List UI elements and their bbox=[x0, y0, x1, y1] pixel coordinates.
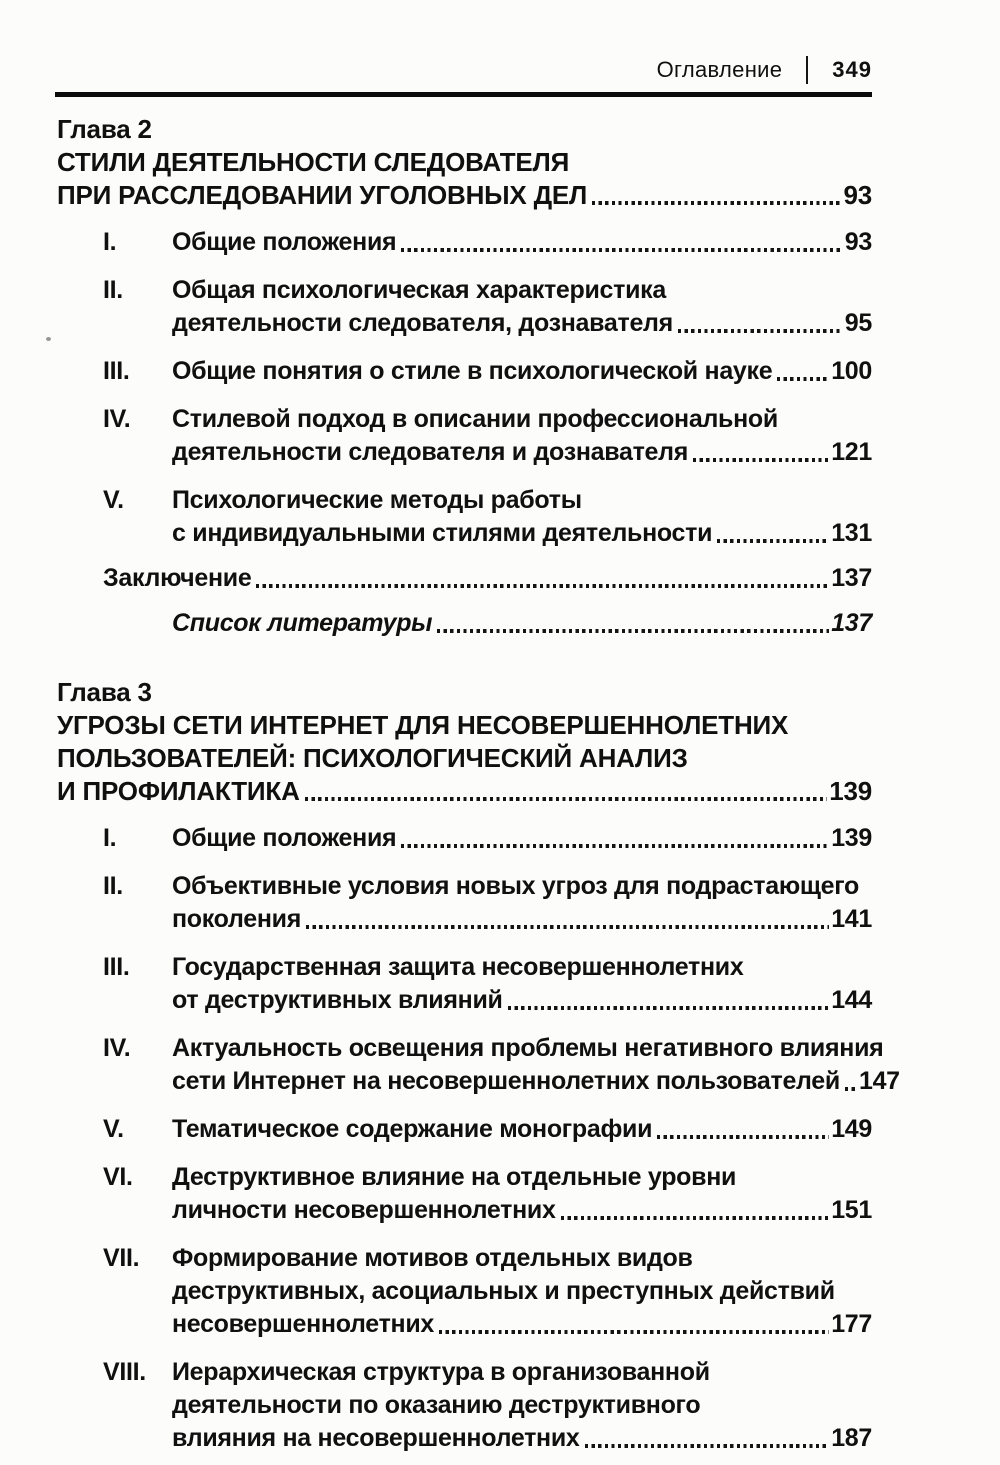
item-title: Актуальность освещения проблемы негативного влияния bbox=[172, 1034, 884, 1062]
dot-leader bbox=[592, 201, 841, 205]
dot-leader bbox=[401, 844, 829, 848]
item-title: Объективные условия новых угроз для подрастающего bbox=[172, 872, 860, 900]
toc-item-conclusion bbox=[103, 562, 872, 595]
toc-item bbox=[57, 951, 872, 1017]
chapter-3-heading bbox=[57, 676, 872, 808]
item-title: несовершеннолетних bbox=[172, 1310, 434, 1338]
toc-item bbox=[57, 822, 872, 855]
item-numeral: II. bbox=[103, 276, 123, 304]
item-page-number: 137 bbox=[831, 564, 872, 592]
item-numeral: IV. bbox=[103, 1034, 131, 1062]
item-title: Формирование мотивов отдельных видов bbox=[172, 1244, 693, 1272]
item-page-number: 177 bbox=[831, 1310, 872, 1338]
chapter-title-line: СТИЛИ ДЕЯТЕЛЬНОСТИ СЛЕДОВАТЕЛЯ bbox=[57, 147, 570, 177]
running-head-title: Оглавление bbox=[656, 57, 783, 82]
item-page-number: 187 bbox=[831, 1424, 872, 1452]
item-title: деятельности следователя и дознавателя bbox=[172, 438, 688, 466]
item-numeral: V. bbox=[103, 1115, 124, 1143]
chapter-2-items bbox=[57, 226, 872, 550]
dot-leader bbox=[717, 539, 829, 543]
dot-leader bbox=[657, 1135, 829, 1139]
page-header bbox=[57, 56, 872, 84]
scan-artifact bbox=[46, 337, 51, 341]
item-numeral: V. bbox=[103, 486, 124, 514]
dot-leader bbox=[508, 1006, 830, 1010]
item-title: Психологические методы работы bbox=[172, 486, 582, 514]
item-title: Общие понятия о стиле в психологической науке bbox=[172, 357, 773, 385]
item-page-number: 93 bbox=[844, 228, 872, 256]
item-page-number: 141 bbox=[831, 905, 872, 933]
item-title: деятельности следователя, дознавателя bbox=[172, 309, 673, 337]
item-numeral: I. bbox=[103, 228, 117, 256]
item-page-number: 131 bbox=[831, 519, 872, 547]
chapter-title-line: ПОЛЬЗОВАТЕЛЕЙ: ПСИХОЛОГИЧЕСКИЙ АНАЛИЗ bbox=[57, 743, 688, 773]
header-separator bbox=[806, 56, 808, 84]
toc-item-bibliography bbox=[172, 607, 872, 640]
item-page-number: 151 bbox=[831, 1196, 872, 1224]
item-title: Государственная защита несовершеннолетних bbox=[172, 953, 744, 981]
item-title: деструктивных, асоциальных и преступных действий bbox=[172, 1277, 835, 1305]
item-page-number: 137 bbox=[831, 609, 872, 637]
chapter-3-items bbox=[57, 822, 900, 1455]
chapter-label: Глава 2 bbox=[57, 114, 152, 144]
item-numeral: II. bbox=[103, 872, 123, 900]
toc-item bbox=[57, 1161, 872, 1227]
dot-leader bbox=[678, 329, 843, 333]
item-numeral: IV. bbox=[103, 405, 131, 433]
item-title: Список литературы bbox=[172, 609, 433, 637]
item-numeral: I. bbox=[103, 824, 117, 852]
item-title: Заключение bbox=[103, 564, 252, 592]
item-title: личности несовершеннолетних bbox=[172, 1196, 556, 1224]
toc-item bbox=[57, 484, 872, 550]
item-title: с индивидуальными стилями деятельности bbox=[172, 519, 713, 547]
item-title: поколения bbox=[172, 905, 302, 933]
item-page-number: 121 bbox=[831, 438, 872, 466]
item-page-number: 147 bbox=[858, 1067, 900, 1095]
chapter-page-number: 93 bbox=[843, 180, 872, 210]
toc-item bbox=[57, 274, 872, 340]
dot-leader bbox=[256, 584, 829, 588]
chapter-title-text: ПРИ РАССЛЕДОВАНИИ УГОЛОВНЫХ ДЕЛ bbox=[57, 180, 588, 210]
dot-leader bbox=[437, 629, 829, 633]
item-page-number: 139 bbox=[831, 824, 872, 852]
dot-leader bbox=[585, 1444, 830, 1448]
dot-leader bbox=[305, 797, 828, 801]
dot-leader bbox=[401, 248, 842, 252]
item-page-number: 95 bbox=[844, 309, 872, 337]
item-title: сети Интернет на несовершеннолетних пользователей bbox=[172, 1067, 840, 1095]
chapter-title-line bbox=[57, 775, 872, 808]
dot-leader bbox=[561, 1216, 830, 1220]
item-numeral: VII. bbox=[103, 1244, 140, 1272]
item-numeral: VI. bbox=[103, 1163, 133, 1191]
dot-leader bbox=[439, 1330, 829, 1334]
dot-leader bbox=[777, 377, 829, 381]
item-title: Общие положения bbox=[172, 824, 397, 852]
item-page-number: 144 bbox=[831, 986, 872, 1014]
item-title: Общие положения bbox=[172, 228, 397, 256]
header-rule bbox=[55, 92, 872, 97]
toc-item bbox=[57, 1113, 872, 1146]
chapter-page-number: 139 bbox=[829, 776, 872, 806]
item-title: Иерархическая структура в организованной bbox=[172, 1358, 710, 1386]
dot-leader bbox=[306, 925, 829, 929]
item-numeral: III. bbox=[103, 953, 130, 981]
page-number: 349 bbox=[832, 57, 872, 82]
item-page-number: 100 bbox=[831, 357, 872, 385]
toc-item bbox=[57, 1242, 872, 1341]
item-title: Тематическое содержание монографии bbox=[172, 1115, 653, 1143]
item-numeral: VIII. bbox=[103, 1358, 146, 1386]
item-title: влияния на несовершеннолетних bbox=[172, 1424, 580, 1452]
item-title: Общая психологическая характеристика bbox=[172, 276, 666, 304]
toc-item bbox=[57, 1356, 872, 1455]
chapter-title-line bbox=[57, 179, 872, 212]
chapter-title-text: И ПРОФИЛАКТИКА bbox=[57, 776, 300, 806]
item-numeral: III. bbox=[103, 357, 130, 385]
item-title: от деструктивных влияний bbox=[172, 986, 503, 1014]
chapter-label: Глава 3 bbox=[57, 677, 152, 707]
dot-leader bbox=[693, 458, 829, 462]
toc-item bbox=[57, 1032, 900, 1098]
chapter-title-line: УГРОЗЫ СЕТИ ИНТЕРНЕТ ДЛЯ НЕСОВЕРШЕННОЛЕТНИХ bbox=[57, 710, 789, 740]
chapter-2-heading bbox=[57, 113, 872, 212]
dot-leader bbox=[845, 1087, 857, 1091]
item-title: Деструктивное влияние на отдельные уровни bbox=[172, 1163, 737, 1191]
item-title: Стилевой подход в описании профессиональной bbox=[172, 405, 778, 433]
item-page-number: 149 bbox=[831, 1115, 872, 1143]
item-title: деятельности по оказанию деструктивного bbox=[172, 1391, 701, 1419]
toc-item bbox=[57, 403, 872, 469]
toc-item bbox=[57, 355, 872, 388]
toc-item bbox=[57, 870, 872, 936]
toc-item bbox=[57, 226, 872, 259]
